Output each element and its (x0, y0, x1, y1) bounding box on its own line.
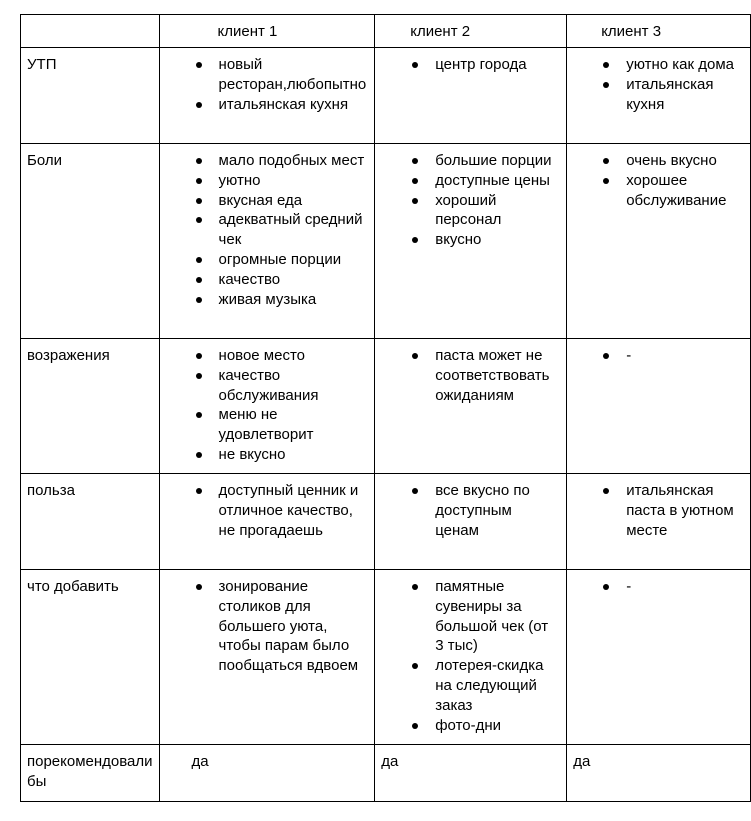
row-objections (21, 339, 751, 474)
list-item: вкусная еда (219, 191, 367, 211)
list-item: не вкусно (219, 445, 367, 465)
list-item: памятные сувениры за большой чек (от 3 тыс) (435, 577, 556, 656)
list-item: большие порции (435, 151, 556, 171)
list-item: уютно (219, 171, 367, 191)
list-item: новый ресторан,любопытно (218, 56, 367, 93)
cell-pains-client-1 (159, 144, 375, 339)
list-item: все вкусно по доступным ценам (435, 481, 556, 540)
list-pains-client-2 (375, 144, 566, 258)
cell-recommend-client-2: да (375, 745, 567, 802)
row-recommend (21, 745, 751, 802)
list-item: зонирование столиков для большего уюта, чтобы парам было пообщаться вдвоем (219, 577, 367, 676)
list-item: - (626, 577, 740, 597)
list-objections-client-2 (375, 339, 566, 413)
cell-utp-client-2 (375, 48, 567, 144)
row-label-pains: Боли (21, 144, 160, 339)
row-label-utp: УТП (21, 48, 160, 144)
list-pains-client-3 (567, 144, 750, 218)
list-item: итальянская кухня (219, 95, 367, 115)
list-benefit-client-2 (375, 474, 566, 548)
list-item: вкусно (435, 230, 556, 250)
header-corner-cell (21, 15, 160, 48)
list-item: итальянская паста в уютном месте (626, 481, 740, 540)
list-utp-client-1 (160, 48, 375, 122)
list-item: центр города (435, 55, 556, 75)
list-item: уютно как дома (626, 55, 740, 75)
cell-objections-client-3 (567, 339, 751, 474)
list-utp-client-3 (567, 48, 750, 122)
list-add-client-3 (567, 570, 750, 605)
list-item: итальянская кухня (626, 75, 740, 115)
list-item: хороший персонал (435, 191, 556, 231)
cell-benefit-client-1 (159, 474, 375, 570)
list-benefit-client-1 (160, 474, 375, 548)
cell-utp-client-3 (567, 48, 751, 144)
cell-add-client-3 (567, 570, 751, 745)
list-item: очень вкусно (626, 151, 740, 171)
header-client-3: клиент 3 (567, 15, 751, 48)
header-row (21, 15, 751, 48)
row-add (21, 570, 751, 745)
row-label-benefit: польза (21, 474, 160, 570)
list-item: паста может не соответствовать ожиданиям (435, 346, 556, 405)
list-item: хорошее обслуживание (626, 171, 740, 211)
list-item: фото-дни (435, 716, 556, 736)
list-objections-client-1 (160, 339, 375, 473)
row-utp (21, 48, 751, 144)
list-item: доступный ценник и отличное качество, не прогадаешь (219, 481, 367, 540)
cell-benefit-client-3 (567, 474, 751, 570)
header-client-1: клиент 1 (159, 15, 375, 48)
feedback-table (20, 14, 751, 802)
row-pains (21, 144, 751, 339)
list-item: - (626, 346, 740, 366)
list-utp-client-2 (375, 48, 566, 83)
cell-recommend-client-1: да (159, 745, 375, 802)
list-item: новое место (219, 346, 367, 366)
row-label-recommend: порекомендовали бы (21, 745, 160, 802)
cell-add-client-1 (159, 570, 375, 745)
list-add-client-2 (375, 570, 566, 743)
list-objections-client-3 (567, 339, 750, 374)
cell-objections-client-1 (159, 339, 375, 474)
row-label-objections: возражения (21, 339, 160, 474)
cell-recommend-client-3: да (567, 745, 751, 802)
list-item: качество обслуживания (219, 366, 367, 406)
header-client-2: клиент 2 (375, 15, 567, 48)
list-benefit-client-3 (567, 474, 750, 548)
list-item: качество (219, 270, 367, 290)
row-label-add: что добавить (21, 570, 160, 745)
list-item: мало подобных мест (219, 151, 367, 171)
list-add-client-1 (160, 570, 375, 684)
cell-pains-client-2 (375, 144, 567, 339)
list-item: меню не удовлетворит (219, 405, 367, 445)
list-item: лотерея-скидка на следующий заказ (435, 656, 556, 715)
list-item: адекватный средний чек (219, 210, 367, 250)
list-item: огромные порции (219, 250, 367, 270)
row-benefit (21, 474, 751, 570)
cell-add-client-2 (375, 570, 567, 745)
cell-objections-client-2 (375, 339, 567, 474)
cell-utp-client-1 (159, 48, 375, 144)
list-pains-client-1 (160, 144, 375, 317)
list-item: доступные цены (435, 171, 556, 191)
cell-pains-client-3 (567, 144, 751, 339)
cell-benefit-client-2 (375, 474, 567, 570)
list-item: живая музыка (219, 290, 367, 310)
